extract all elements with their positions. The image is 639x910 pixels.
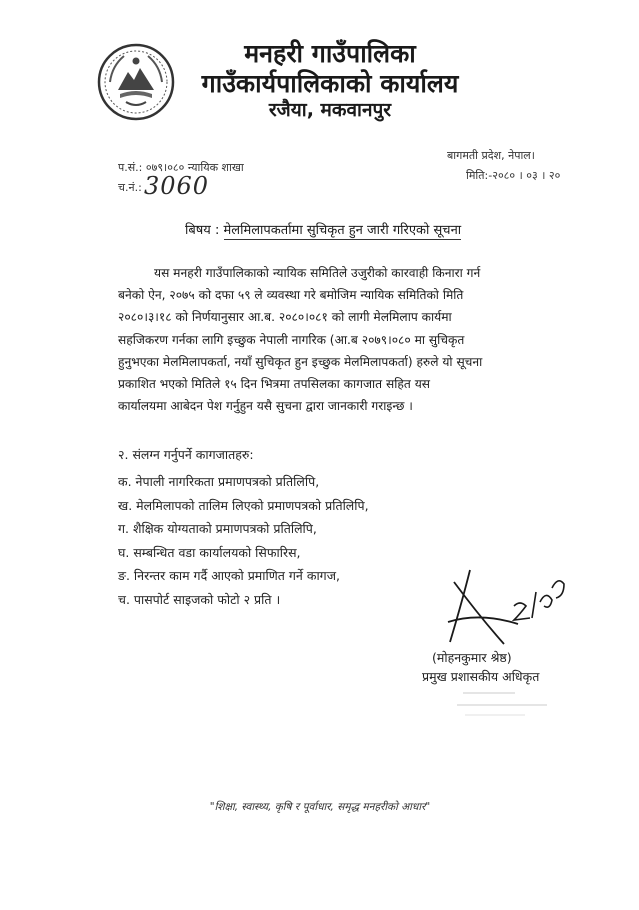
list-item: ग. शैक्षिक योग्यताको प्रमाणपत्रको प्रतिलिपि, [118, 521, 317, 536]
body-line: कार्यालयमा आबेदन पेश गर्नुहुन यसै सुचना द्वारा जानकारी गराइन्छ । [118, 399, 413, 414]
list-item: घ. सम्बन्धित वडा कार्यालयको सिफारिस, [118, 544, 301, 560]
body-line: यस मनहरी गाउँपालिकाको न्यायिक समितिले उजुरीको कारवाही किनारा गर्न [154, 266, 481, 280]
body-line: सहजिकरण गर्नका लागि इच्छुक नेपाली नागरिक (आ.ब २०७९।०८० मा सुचिकृत [118, 332, 465, 347]
dispatch-number-label: च.नं.: [118, 181, 142, 194]
subject-line [185, 220, 461, 238]
body-line: हुनुभएका मेलमिलापकर्ता, नयाँ सुचिकृत हुन इच्छुक मेलमिलापकर्ता) हरुले यो सूचना [118, 354, 483, 369]
list-item: च. पासपोर्ट साइजको फोटो २ प्रति । [118, 591, 281, 607]
letterhead-office-name: गाउँकार्यपालिकाको कार्यालय [201, 69, 459, 98]
signatory-title: प्रमुख प्रशासकीय अधिकृत [422, 669, 540, 684]
faint-office-stamp-icon [455, 683, 575, 719]
dispatch-number-value: 3060 [144, 172, 210, 200]
province-line: बागमती प्रदेश, नेपाल। [447, 149, 535, 162]
attachments-list [118, 470, 369, 611]
attachments-heading: २. संलग्न गर्नुपर्ने कागजातहरु: [118, 447, 254, 462]
footer-motto: "शिक्षा, स्वास्थ्य, कृषि र पूर्वाधार, समृद्ध मनहरीको आधार" [209, 801, 431, 813]
list-item: ङ. निरन्तर काम गर्दै आएको प्रमाणित गर्ने कागज, [118, 568, 340, 583]
handwritten-signature-icon [440, 562, 570, 652]
notice-body [118, 262, 520, 417]
subject-text: मेलमिलापकर्तामा सुचिकृत हुन जारी गरिएको सूचना [223, 223, 462, 238]
body-line: २०८०।३।१८ को निर्णयानुसार आ.ब. २०८०।०८१ को लागी मेलमिलाप कार्यमा [118, 310, 452, 325]
list-item: क. नेपाली नागरिकता प्रमाणपत्रको प्रतिलिपि, [118, 474, 320, 489]
letterhead-municipality-name: मनहरी गाउँपालिका [244, 39, 416, 68]
reference-number: प.सं.: ०७९।०८० न्यायिक शाखा [118, 161, 244, 174]
signatory-name: (मोहनकुमार श्रेष्ठ) [432, 650, 512, 665]
letterhead-address: रजैया, मकवानपुर [268, 99, 392, 121]
letter-date: मिति:-२०८० । ०३ । २० [466, 169, 561, 182]
body-line: प्रकाशित भएको मितिले १५ दिन भित्रमा तपसिलका कागजात सहित यस [118, 377, 430, 392]
nepal-government-emblem-icon [96, 42, 176, 122]
subject-label: बिषय : [185, 223, 224, 238]
body-line: बनेको ऐन, २०७५ को दफा ५९ ले व्यवस्था गरे बमोजिम न्यायिक समितिको मिति [118, 288, 464, 303]
list-item: ख. मेलमिलापको तालिम लिएको प्रमाणपत्रको प्रतिलिपि, [118, 497, 369, 513]
